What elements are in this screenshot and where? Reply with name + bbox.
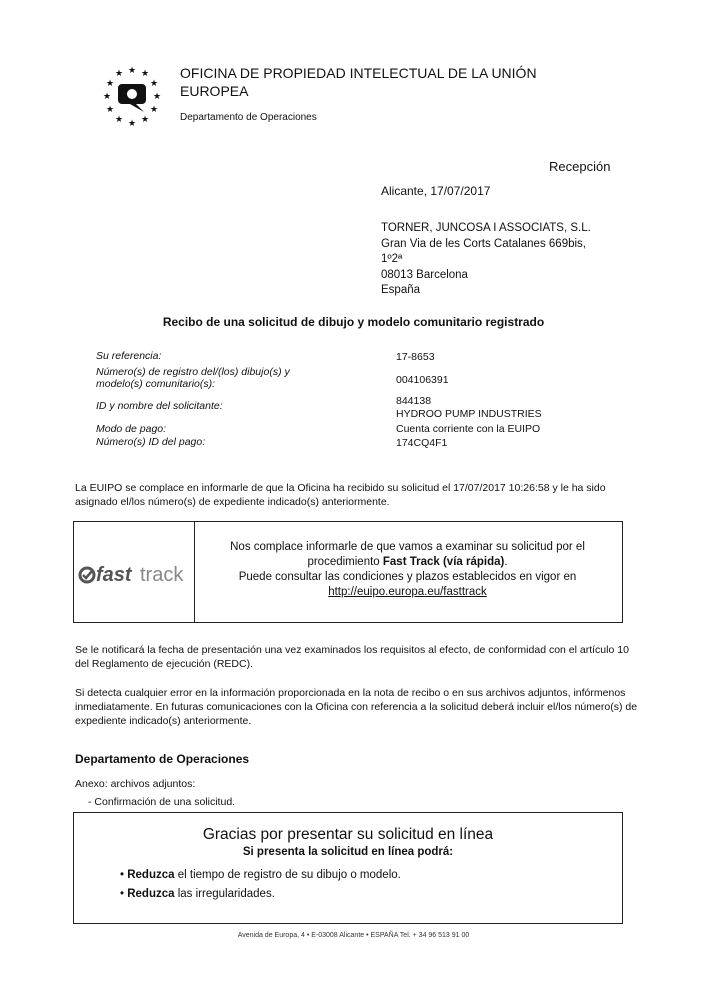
bullet-icon: • <box>120 888 125 900</box>
fast-track-logo <box>78 560 188 588</box>
fast-track-line2-bold: Fast Track (vía rápida) <box>382 556 505 568</box>
registro-value: 004106391 <box>396 374 449 386</box>
address-line: Gran Via de les Corts Catalanes 669bis, <box>381 237 586 250</box>
svg-text:★: ★ <box>114 115 124 125</box>
bullet-text: el tiempo de registro de su dibujo o modelo. <box>177 869 401 881</box>
svg-text:★: ★ <box>149 79 159 89</box>
header-department: Departamento de Operaciones <box>180 112 317 123</box>
thanks-title: Gracias por presentar su solicitud en línea <box>202 826 494 843</box>
address-line: España <box>381 284 421 296</box>
address-line: TORNER, JUNCOSA I ASSOCIATS, S.L. <box>381 222 591 234</box>
id-pago-label: Número(s) ID del pago: <box>96 436 206 448</box>
page-footer: Avenida de Europa, 4 • E-03008 Alicante • ESPAÑA Tel. + 34 96 513 91 00 <box>237 932 470 939</box>
svg-text:★: ★ <box>102 92 112 102</box>
svg-text:★: ★ <box>114 69 124 79</box>
svg-text:★: ★ <box>149 105 159 115</box>
bullet-icon: • <box>120 869 125 881</box>
bullet-bold: Reduzca <box>127 888 175 900</box>
document-title: Recibo de una solicitud de dibujo y modelo comunitario registrado <box>162 315 545 329</box>
fast-track-line1: Nos complace informarle de que vamos a examinar su solicitud por el <box>230 541 585 553</box>
signature-department: Departamento de Operaciones <box>75 752 250 766</box>
thanks-bullet <box>120 869 401 881</box>
notification-paragraph: Se le notificará la fecha de presentación una vez examinados los requisitos al efecto, de conformidad con el artículo 10 del Reglamento de ejecución (REDC). <box>75 644 629 670</box>
fast-track-message <box>200 540 615 600</box>
fast-track-line3: Puede consultar las condiciones y plazos establecidos en vigor en <box>238 571 577 583</box>
intro-paragraph: La EUIPO se complace en informarle de que la Oficina ha recibido su solicitud el 17/07/2017 10:26:58 y le ha sido asignado el/los número(s) de expediente indicado(s) anteriormente. <box>75 482 606 508</box>
fast-track-logo-light: track <box>140 564 184 586</box>
euipo-logo <box>100 64 164 128</box>
fast-track-line2 <box>200 555 615 570</box>
svg-text:★: ★ <box>127 119 137 128</box>
recipient-address <box>381 221 591 299</box>
modo-pago-label: Modo de pago: <box>96 423 167 435</box>
fast-track-logo-strong: fast <box>96 564 132 586</box>
id-pago-value: 174CQ4F1 <box>396 437 448 449</box>
svg-text:★: ★ <box>140 115 150 125</box>
solicitante-name: HYDROO PUMP INDUSTRIES <box>396 408 542 420</box>
office-name-line1: OFICINA DE PROPIEDAD INTELECTUAL DE LA UNIÓN <box>180 65 537 81</box>
registro-label-line1: Número(s) de registro del/(los) dibujo(s) y <box>96 366 290 378</box>
solicitante-label: ID y nombre del solicitante: <box>96 400 223 412</box>
thanks-subtitle: Si presenta la solicitud en línea podrá: <box>242 846 454 858</box>
svg-text:★: ★ <box>105 79 115 89</box>
svg-text:★: ★ <box>105 105 115 115</box>
su-referencia-label: Su referencia: <box>96 350 162 362</box>
svg-text:★: ★ <box>152 92 162 102</box>
svg-text:★: ★ <box>140 69 150 79</box>
error-paragraph: Si detecta cualquier error en la información proporcionada en la nota de recibo o en sus archivos adjuntos, infórmenos inmediatamente. En futuras comunicaciones con la Oficina con referencia a la solicitud deberá incluir el/los número(s) de expediente indicado(s) anteriormente. <box>75 687 638 727</box>
su-referencia-value: 17-8653 <box>396 351 435 363</box>
svg-text:★: ★ <box>127 66 137 76</box>
solicitante-id: 844138 <box>396 395 432 407</box>
fast-track-line2-post: . <box>504 556 508 568</box>
bullet-bold: Reduzca <box>127 869 175 881</box>
fast-track-line2-pre: procedimiento <box>307 556 380 568</box>
address-line: 1º2ª <box>381 253 403 265</box>
office-name <box>180 64 537 100</box>
thanks-bullet <box>120 888 275 900</box>
anexo-label: Anexo: archivos adjuntos: <box>75 778 196 790</box>
fast-track-divider <box>194 521 195 623</box>
registro-label-line2: modelo(s) comunitario(s): <box>96 378 216 390</box>
modo-pago-value: Cuenta corriente con la EUIPO <box>396 423 541 435</box>
anexo-item: - Confirmación de una solicitud. <box>88 796 236 808</box>
office-name-line2: EUROPEA <box>180 83 249 99</box>
fast-track-link[interactable]: http://euipo.europa.eu/fasttrack <box>328 586 487 598</box>
bullet-text: las irregularidades. <box>177 888 275 900</box>
place-date: Alicante, 17/07/2017 <box>381 184 491 198</box>
recepcion-label: Recepción <box>549 159 611 174</box>
address-line: 08013 Barcelona <box>381 268 468 281</box>
